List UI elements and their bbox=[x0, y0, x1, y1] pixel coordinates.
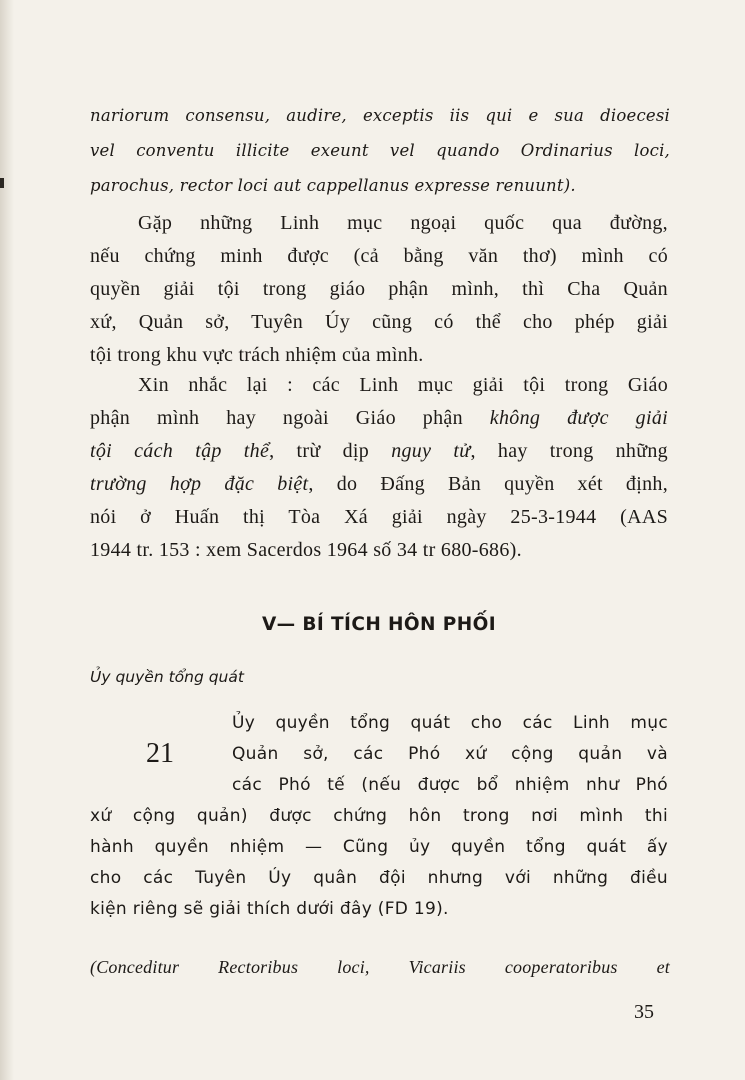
text-line: các Phó tế (nếu được bổ nhiệm như Phó bbox=[232, 775, 668, 795]
text-line: Ủy quyền tổng quát cho các Linh mục bbox=[232, 713, 668, 733]
text-line: hành quyền nhiệm — Cũng ủy quyền tổng quát ấy bbox=[90, 837, 668, 857]
text-line: nếu chứng minh được (cả bằng văn thơ) mình có bbox=[90, 245, 668, 267]
text-line bbox=[90, 435, 668, 468]
section-heading: V— BÍ TÍCH HÔN PHỐI bbox=[261, 614, 497, 635]
text-line: tội trong khu vực trách nhiệm của mình. bbox=[90, 344, 424, 366]
italic-emphasis: nguy tử bbox=[391, 440, 471, 462]
latin-line: parochus, rector loci aut cappellanus expresse renuunt). bbox=[90, 176, 576, 195]
page-spine-shadow bbox=[0, 0, 14, 1080]
paragraph-reminder bbox=[90, 369, 668, 567]
text-line: xứ, Quản sở, Tuyên Úy cũng có thể cho phép giải bbox=[90, 311, 668, 333]
text-line: 1944 tr. 153 : xem Sacerdos 1964 số 34 tr 680-686). bbox=[90, 539, 522, 561]
subheading: Ủy quyền tổng quát bbox=[90, 668, 244, 686]
paragraph-foreign-priests bbox=[90, 207, 668, 372]
text-fragment: , trừ dịp bbox=[269, 440, 392, 462]
paragraph-21 bbox=[90, 708, 668, 925]
latin-line: (Conceditur Rectoribus loci, Vicariis cooperatoribus et bbox=[90, 957, 670, 977]
text-line bbox=[90, 468, 668, 501]
text-line: Gặp những Linh mục ngoại quốc qua đường, bbox=[138, 212, 668, 234]
latin-line: vel conventu illicite exeunt vel quando Ordinarius loci, bbox=[90, 141, 670, 160]
paragraph-number: 21 bbox=[146, 738, 174, 769]
text-fragment: phận mình hay ngoài Giáo phận bbox=[90, 407, 490, 429]
italic-emphasis: trường hợp đặc biệt bbox=[90, 473, 309, 495]
text-line: xứ cộng quản) được chứng hôn trong nơi mình thi bbox=[90, 806, 668, 826]
page-number: 35 bbox=[634, 1001, 654, 1023]
edge-mark bbox=[0, 178, 4, 188]
italic-emphasis: không được giải bbox=[489, 407, 668, 429]
text-line: Quản sở, các Phó xứ cộng quản và bbox=[232, 744, 668, 764]
italic-emphasis: tội cách tập thể bbox=[90, 440, 270, 462]
text-line: cho các Tuyên Úy quân đội nhưng với những điều bbox=[90, 868, 668, 888]
text-line bbox=[90, 402, 668, 435]
text-line: Xin nhắc lại : các Linh mục giải tội trong Giáo bbox=[138, 374, 668, 396]
latin-quote-bottom bbox=[90, 950, 670, 985]
text-line: kiện riêng sẽ giải thích dưới đây (FD 19). bbox=[90, 899, 449, 919]
text-fragment: , do Đấng Bản quyền xét định, bbox=[308, 473, 668, 495]
text-line: nói ở Huấn thị Tòa Xá giải ngày 25-3-1944 (AAS bbox=[90, 506, 668, 528]
latin-quote-top bbox=[90, 98, 670, 203]
text-line: quyền giải tội trong giáo phận mình, thì Cha Quản bbox=[90, 278, 668, 300]
text-fragment: , hay trong những bbox=[470, 440, 668, 462]
latin-line: nariorum consensu, audire, exceptis iis qui e sua dioecesi bbox=[90, 106, 670, 125]
